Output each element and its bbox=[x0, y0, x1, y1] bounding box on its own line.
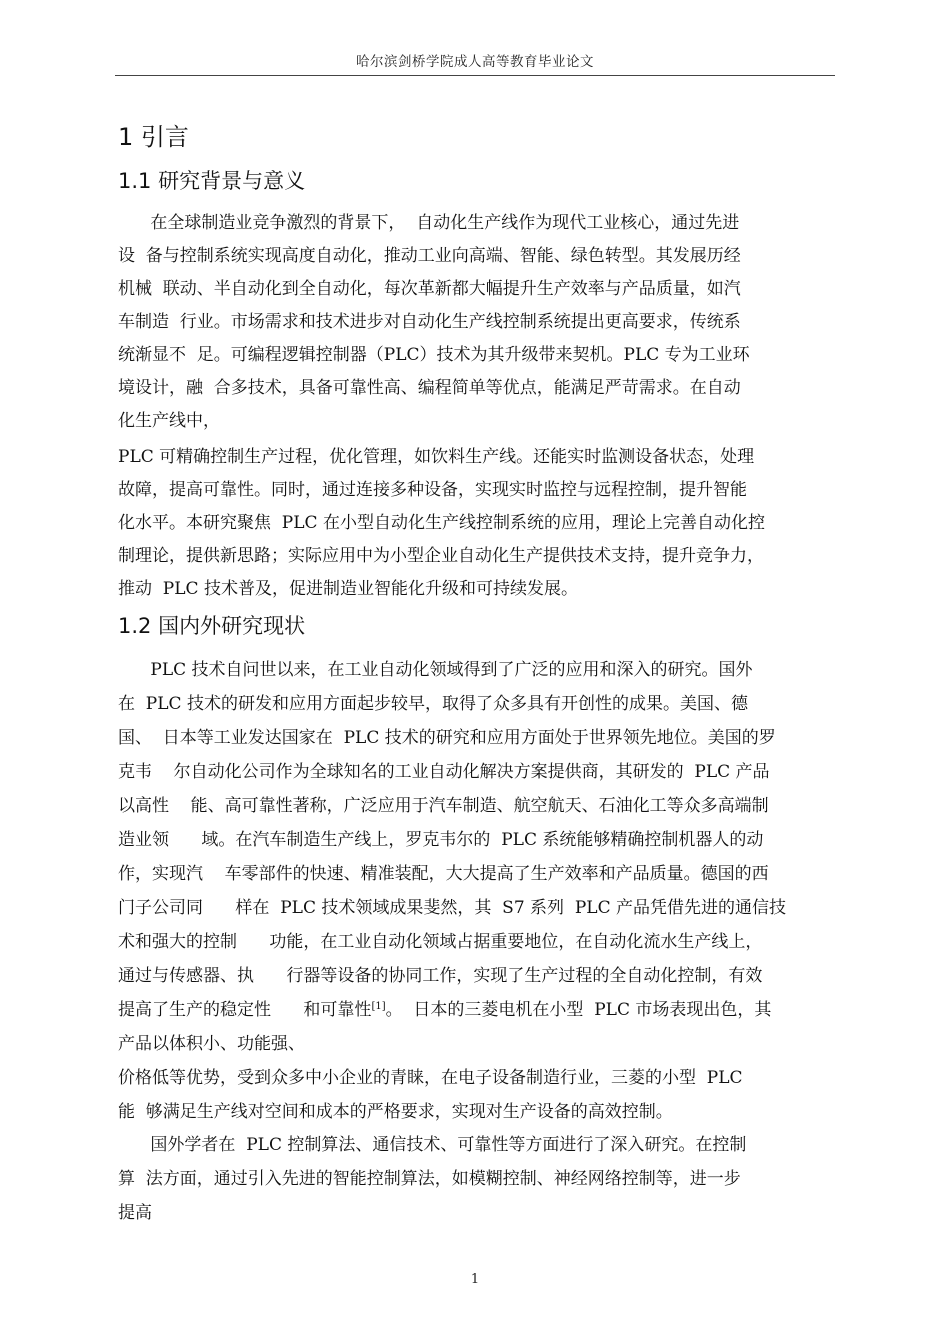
line-text: 提高了生产的稳定性 和可靠性 bbox=[118, 1000, 372, 1020]
paragraph-line: 车制造 行业。市场需求和技术进步对自动化生产线控制系统提出更高要求，传统系 bbox=[118, 312, 741, 332]
page-number: 1 bbox=[470, 1272, 480, 1287]
paragraph-line: 设 备与控制系统实现高度自动化，推动工业向高端、智能、绿色转型。其发展历经 bbox=[118, 246, 741, 266]
header-rule bbox=[115, 75, 835, 76]
paragraph-line: 机械 联动、半自动化到全自动化，每次革新都大幅提升生产效率与产品质量，如汽 bbox=[118, 279, 741, 299]
paragraph-line: 能 够满足生产线对空间和成本的严格要求，实现对生产设备的高效控制。 bbox=[118, 1102, 673, 1122]
paragraph-line: 故障，提高可靠性。同时，通过连接多种设备，实现实时监控与远程控制，提升智能 bbox=[118, 480, 747, 500]
paragraph-line: 作，实现汽 车零部件的快速、精准装配，大大提高了生产效率和产品质量。德国的西 bbox=[118, 864, 769, 884]
paragraph-line: 门子公司同 样在 PLC 技术领域成果斐然，其 S7 系列 PLC 产品凭借先进的通信技 bbox=[118, 898, 786, 918]
paragraph-line: 提高 bbox=[118, 1203, 152, 1223]
paragraph-line: 造业领 域。在汽车制造生产线上，罗克韦尔的 PLC 系统能够精确控制机器人的动 bbox=[118, 830, 764, 850]
running-header: 哈尔滨剑桥学院成人高等教育毕业论文 bbox=[356, 54, 594, 70]
paragraph-line: 国、 日本等工业发达国家在 PLC 技术的研究和应用方面处于世界领先地位。美国的罗 bbox=[118, 728, 776, 748]
citation-ref: [1] bbox=[371, 1001, 386, 1012]
paragraph-line-with-citation bbox=[118, 995, 771, 1020]
section-title-1-2: 1.2 国内外研究现状 bbox=[118, 614, 306, 638]
paragraph-line: 在全球制造业竞争激烈的背景下， 自动化生产线作为现代工业核心，通过先进 bbox=[118, 213, 740, 233]
paragraph-line: 统渐显不 足。可编程逻辑控制器（PLC）技术为其升级带来契机。PLC 专为工业环 bbox=[118, 345, 750, 365]
paragraph-line: 制理论，提供新思路；实际应用中为小型企业自动化生产提供技术支持，提升竞争力， bbox=[118, 546, 764, 566]
paragraph-line: 克韦 尔自动化公司作为全球知名的工业自动化解决方案提供商，其研发的 PLC 产品 bbox=[118, 762, 770, 782]
paragraph-line: PLC 可精确控制生产过程，优化管理，如饮料生产线。还能实时监测设备状态，处理 bbox=[118, 447, 755, 467]
chapter-title: 1 引言 bbox=[118, 123, 189, 151]
section-title-1-1: 1.1 研究背景与意义 bbox=[118, 169, 306, 193]
paragraph-line: 术和强大的控制 功能，在工业自动化领域占据重要地位，在自动化流水生产线上， bbox=[118, 932, 763, 952]
paragraph-line: 算 法方面，通过引入先进的智能控制算法，如模糊控制、神经网络控制等，进一步 bbox=[118, 1169, 741, 1189]
paragraph-line: 在 PLC 技术的研发和应用方面起步较早，取得了众多具有开创性的成果。美国、德 bbox=[118, 694, 748, 714]
paragraph-line: 产品以体积小、功能强、 bbox=[118, 1034, 305, 1054]
paragraph-line: 通过与传感器、执 行器等设备的协同工作，实现了生产过程的全自动化控制，有效 bbox=[118, 966, 763, 986]
paragraph-line: PLC 技术自问世以来，在工业自动化领域得到了广泛的应用和深入的研究。国外 bbox=[118, 660, 753, 680]
paragraph-line: 化生产线中， bbox=[118, 411, 220, 431]
paragraph-line: 价格低等优势，受到众多中小企业的青睐，在电子设备制造行业，三菱的小型 PLC bbox=[118, 1068, 743, 1088]
paragraph-line: 境设计，融 合多技术，具备可靠性高、编程简单等优点，能满足严苛需求。在自动 bbox=[118, 378, 741, 398]
paragraph-line: 推动 PLC 技术普及，促进制造业智能化升级和可持续发展。 bbox=[118, 579, 578, 599]
paragraph-line: 国外学者在 PLC 控制算法、通信技术、可靠性等方面进行了深入研究。在控制 bbox=[118, 1135, 747, 1155]
line-text: 。 日本的三菱电机在小型 PLC 市场表现出色，其 bbox=[385, 1000, 772, 1020]
paragraph-line: 化水平。本研究聚焦 PLC 在小型自动化生产线控制系统的应用，理论上完善自动化控 bbox=[118, 513, 765, 533]
paragraph-line: 以高性 能、高可靠性著称，广泛应用于汽车制造、航空航天、石油化工等众多高端制 bbox=[118, 796, 769, 816]
